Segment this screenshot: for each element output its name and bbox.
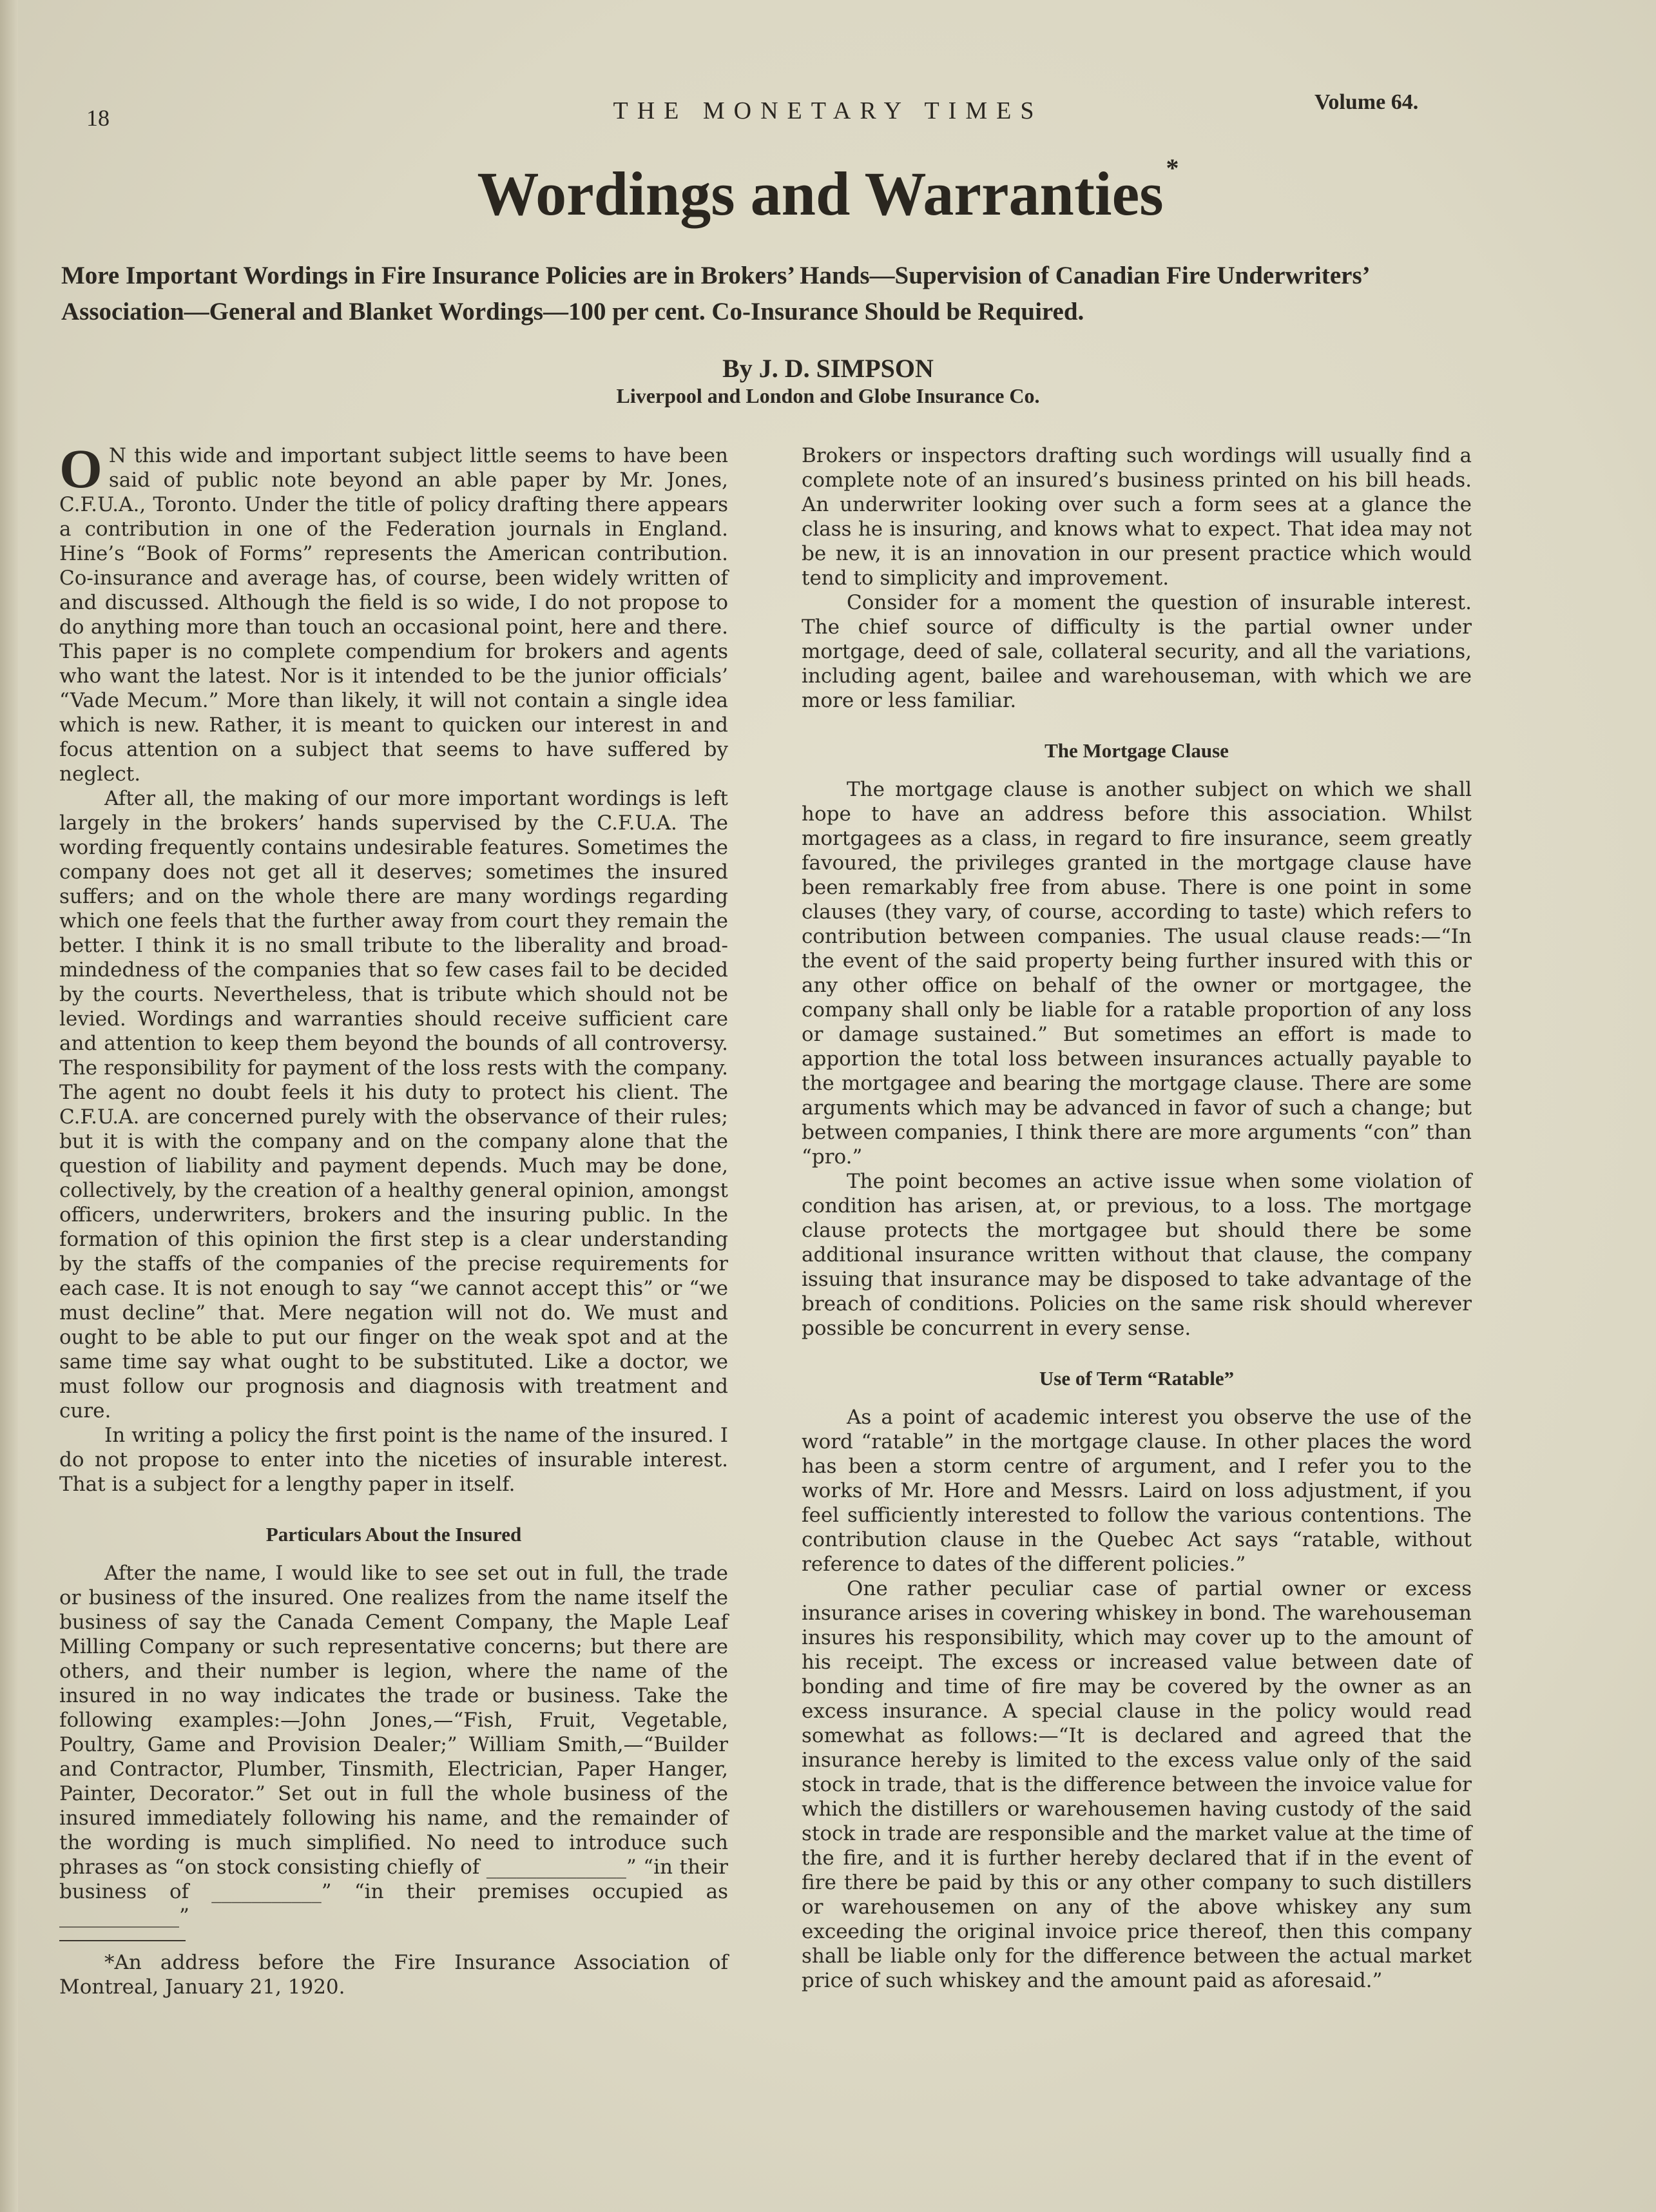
paragraph-text: N this wide and important subject little seems to have been said of public note beyond an able paper by Mr. Jones, C.F.U.A., Toronto. Under the title of policy drafting there appears a contribution in one of the Federation journals in England. Hine’s “Book of Forms” represents the American contribution. Co-insurance and average has, of course, been widely written of and discussed. Although the field is so wide, I do not propose to do anything more than touch an occasional point, here and there. This paper is no complete compendium for brokers and agents who want the latest. Nor is it intended to be the junior officials’ “Vade Mecum.” More than likely, it will not contain a single idea which is new. Rather, it is meant to quicken our interest in and focus attention on a subject that seems to have suffered by neglect. bbox=[59, 444, 728, 786]
paragraph: One rather peculiar case of partial owner or excess insurance arises in covering whiskey in bond. The warehouseman insures his responsibility, which may cover up to the amount of his receipt. The excess or increased value between date of bonding and time of fire may be covered by the owner as an excess insurance. A special clause in the policy would read somewhat as follows:—“It is declared and agreed that the insurance hereby is limited to the excess value only of the said stock in trade, that is the difference between the invoice value for which the distillers or warehousemen having custody of the said stock in trade are responsible and the market value at the time of the fire, and it is further hereby declared that if in the event of fire there be paid by this or any other company to such distillers or warehousemen on any of the above whiskey any sum exceeding the original invoice price thereof, then this company shall be liable only for the difference between the actual market price of such whiskey and the amount paid as aforesaid.” bbox=[802, 1577, 1472, 1992]
volume-label: Volume 64. bbox=[1314, 90, 1419, 114]
running-head bbox=[0, 90, 1656, 142]
section-heading: Use of Term “Ratable” bbox=[1039, 1367, 1235, 1390]
article-title-text: Wordings and Warranties bbox=[477, 159, 1164, 228]
paragraph: After all, the making of our more important wordings is left largely in the brokers’ hands supervised by the C.F.U.A. The wording frequently contains undesirable features. Sometimes the company does not get all it deserves; sometimes the insured suffers; and on the whole there are many wordings regarding which one feels that the further away from court they remain the better. I think it is no small tribute to the liberality and broad-mindedness of the companies that so few cases fail to be decided by the courts. Nevertheless, that is tribute which should not be levied. Wordings and warranties should receive sufficient care and attention to keep them beyond the bounds of all controversy. The responsibility for payment of the loss rests with the company. The agent no doubt feels it his duty to protect his client. The C.F.U.A. are concerned purely with the observance of their rules; but it is with the company and on the company alone that the question of liability and payment depends. Much may be done, collectively, by the creation of a healthy general opinion, amongst officers, underwriters, brokers and the insuring public. In the formation of this opinion the first step is a clear understanding by the staffs of the companies of the precise requirements for each case. It is not enough to say “we cannot accept this” or “we must decline” that. Mere negation will not do. We must and ought to be able to put our finger on the weak spot and at the same time say what ought to be substituted. Like a doctor, we must follow our prognosis and diagnosis with treatment and cure. bbox=[59, 787, 728, 1422]
paragraph: In writing a policy the first point is the name of the insured. I do not propose to enter into the niceties of insurable interest. That is a subject for a lengthy paper in itself. bbox=[59, 1424, 728, 1496]
page-number: 18 bbox=[86, 105, 110, 131]
article-byline: By J. D. SIMPSON bbox=[722, 354, 934, 383]
journal-title: THE MONETARY TIMES bbox=[613, 97, 1043, 124]
footnote: *An address before the Fire Insurance Association of Montreal, January 21, 1920. bbox=[59, 1951, 728, 1999]
author-affiliation: Liverpool and London and Globe Insurance Co. bbox=[616, 384, 1040, 407]
article-title bbox=[0, 153, 1656, 229]
paragraph: Consider for a moment the question of insurable interest. The chief source of difficulty is the partial owner under mortgage, deed of sale, collateral security, and all the variations, including agent, bailee and warehouseman, with which we are more or less familiar. bbox=[802, 591, 1472, 712]
right-column bbox=[802, 443, 1472, 1993]
left-column bbox=[59, 438, 728, 1999]
paragraph: The mortgage clause is another subject on which we shall hope to have an address before this association. Whilst mortgagees as a class, in regard to fire insurance, seem greatly favoured, the privileges granted in the mortgage clause have been remarkably free from abuse. There is one point in some clauses (they vary, of course, according to taste) which refers to contribution between companies. The usual clause reads:—“In the event of the said property being further insured with this or any other office on behalf of the owner or mortgagee, the company shall only be liable for a ratable proportion of any loss or damage sustained.” But sometimes an effort is made to apportion the total loss between insurances actually payable to the mortgagee and bearing the mortgage clause. There are some arguments which may be advanced in favor of such a change; but between companies, I think there are more arguments “con” than “pro.” bbox=[802, 778, 1472, 1169]
paragraph: As a point of academic interest you observe the use of the word “ratable” in the mortgage clause. In other places the word has been a storm centre of argument, and I refer you to the works of Mr. Hore and Messrs. Laird on loss adjustment, if you feel sufficiently interested to follow the various contentions. The contribution clause in the Quebec Act says “ratable, without reference to dates of the different policies.” bbox=[802, 1406, 1472, 1576]
footnote-divider bbox=[59, 1940, 186, 1941]
article-subtitle: More Important Wordings in Fire Insurance Policies are in Brokers’ Hands—Supervision of Canadian Fire Underwriters’ Association—General and Blanket Wordings—100 per cent. Co-Insurance Should be Required. bbox=[61, 262, 1369, 325]
section-heading: Particulars About the Insured bbox=[265, 1523, 522, 1546]
page-spine-shadow bbox=[0, 0, 18, 2212]
paragraph: The point becomes an active issue when some violation of condition has arisen, at, or previous, to a loss. The mortgage clause protects the mortgagee but should there be some additional insurance written without that clause, the company issuing that insurance may be disposed to take advantage of the breach of conditions. Policies on the same risk should wherever possible be concurrent in every sense. bbox=[802, 1170, 1472, 1340]
title-footnote-mark: * bbox=[1166, 153, 1179, 182]
paragraph: After the name, I would like to see set out in full, the trade or business of the insured. One realizes from the name itself the business of say the Canada Cement Company, the Maple Leaf Milling Company or such representative concerns; but there are others, and their number is legion, where the name of the insured in no way indicates the trade or business. Take the following examples:—John Jones,—“Fish, Fruit, Vegetable, Poultry, Game and Provision Dealer;” William Smith,—“Builder and Contractor, Plumber, Tinsmith, Electrician, Paper Hanger, Painter, Decorator.” Set out in full the whole business of the insured immediately following his name, and the remainder of the wording is much simplified. No need to introduce such phrases as “on stock consisting chiefly of ______________” “in their business of ___________” “in their premises occupied as ____________” bbox=[59, 1562, 728, 1928]
section-heading: The Mortgage Clause bbox=[1045, 739, 1229, 762]
drop-cap: O bbox=[59, 438, 102, 500]
paragraph bbox=[59, 438, 728, 786]
paragraph: Brokers or inspectors drafting such wordings will usually find a complete note of an insured’s business printed on his bill heads. An underwriter looking over such a form sees at a glance the class he is insuring, and knows what to expect. That idea may not be new, it is an innovation in our present practice which would tend to simplicity and improvement. bbox=[802, 444, 1472, 590]
